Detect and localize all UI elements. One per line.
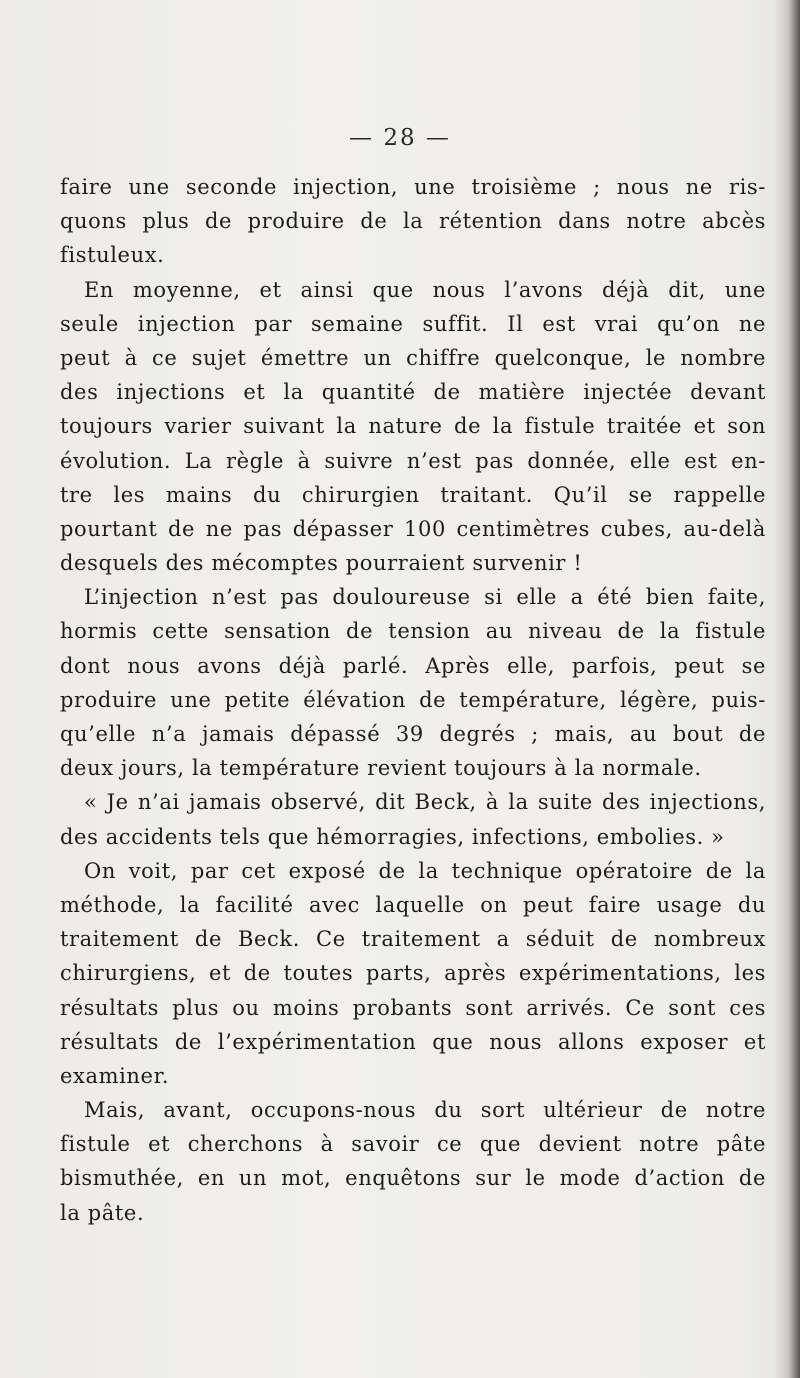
text-line: traitement de Beck. Ce traitement a séduit de nombreux [60,927,766,952]
body-text [60,170,766,1230]
text-line: méthode, la facilité avec laquelle on peut faire usage du [60,892,766,917]
text-line: tre les mains du chirurgien traitant. Qu’il se rappelle [60,482,766,507]
text-line: faire une seconde injection, une troisième ; nous ne ris- [60,175,766,199]
text-line: On voit, par cet exposé de la technique opératoire de la [84,858,766,883]
text-line: la pâte. [60,1200,145,1225]
text-line: peut à ce sujet émettre un chiffre quelconque, le nombre [60,345,766,370]
text-line: Mais, avant, occupons-nous du sort ultérieur de notre [84,1098,766,1123]
text-line: pourtant de ne pas dépasser 100 centimètres cubes, au-delà [60,516,766,541]
text-line: chirurgiens, et de toutes parts, après expérimentations, les [60,961,766,986]
text-line: fistuleux. [60,243,165,268]
text-line: examiner. [60,1063,170,1088]
text-line: évolution. La règle à suivre n’est pas donnée, elle est en- [60,448,766,473]
text-line: hormis cette sensation de tension au niveau de la fistule [60,619,766,644]
text-line: des injections et la quantité de matière injectée devant [60,380,766,405]
text-line: résultats plus ou moins probants sont arrivés. Ce sont ces [60,995,766,1020]
page-number: — 28 — [349,125,451,151]
text-line: produire une petite élévation de température, légère, puis- [60,687,766,712]
text-line: En moyenne, et ainsi que nous l’avons déjà dit, une [84,277,766,302]
text-line: dont nous avons déjà parlé. Après elle, parfois, peut se [60,653,766,678]
text-line: desquels des mécomptes pourraient survenir ! [60,551,583,576]
text-line: fistule et cherchons à savoir ce que devient notre pâte [60,1132,766,1157]
page-edge-shadow [774,0,800,1378]
text-line: « Je n’ai jamais observé, dit Beck, à la suite des injections, [84,790,766,815]
text-line: qu’elle n’a jamais dépassé 39 degrés ; mais, au bout de [60,722,766,746]
text-line: toujours varier suivant la nature de la fistule traitée et son [60,414,766,439]
text-line: quons plus de produire de la rétention dans notre abcès [60,209,766,234]
text-line: des accidents tels que hémorragies, infections, embolies. » [60,824,725,849]
text-line: deux jours, la température revient toujours à la normale. [60,756,702,781]
text-line: résultats de l’expérimentation que nous allons exposer et [60,1029,766,1054]
text-line: seule injection par semaine suffit. Il est vrai qu’on ne [60,311,766,336]
text-line: L’injection n’est pas douloureuse si elle a été bien faite, [84,585,766,610]
text-line: bismuthée, en un mot, enquêtons sur le mode d’action de [60,1166,766,1191]
